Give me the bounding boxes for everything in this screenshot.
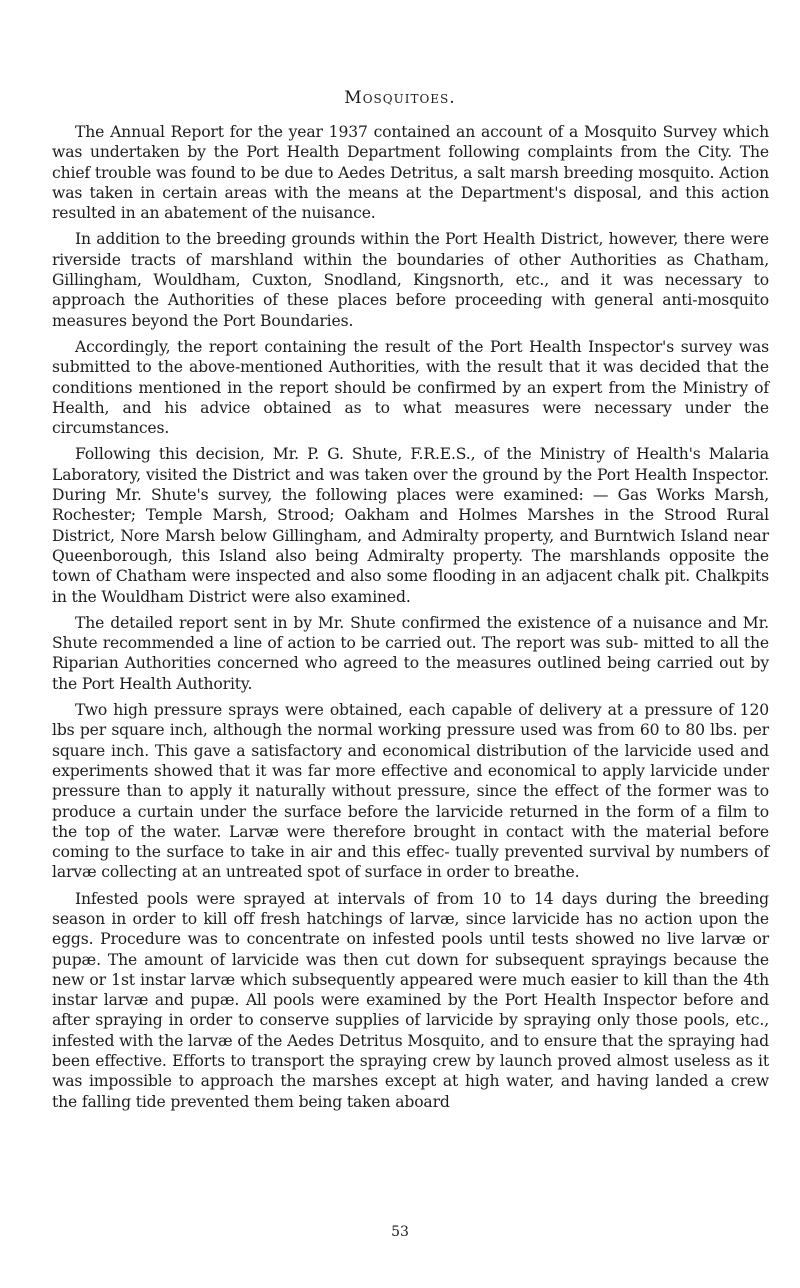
paragraph-3: Accordingly, the report containing the result of the Port Health Inspector's survey was submitted to the above-mentioned Authorities, with the result that it was decided that the conditions mentioned in the report should be confirmed by an expert from the Ministry of Health, and his advice obtained as to what measures were necessary under the circumstances. (52, 337, 769, 438)
paragraph-7: Infested pools were sprayed at intervals of from 10 to 14 days during the breeding season in order to kill off fresh hatchings of larvæ, since larvicide has no action upon the eggs. Procedure was to concentrate on infested pools until tests showed no live larvæ or pupæ. The amount of larvicide was then cut down for subsequent sprayings because the new or 1st instar larvæ which subsequently appeared were much easier to kill than the 4th instar larvæ and pupæ. All pools were examined by the Port Health Inspector before and after spraying in order to conserve supplies of larvicide by spraying only those pools, etc., infested with the larvæ of the Aedes Detritus Mosquito, and to ensure that the spraying had been effective. Efforts to transport the spraying crew by launch proved almost useless as it was impossible to approach the marshes except at high water, and having landed a crew the falling tide prevented them being taken aboard (52, 889, 769, 1111)
paragraph-1: The Annual Report for the year 1937 contained an account of a Mosquito Survey which was undertaken by the Port Health Department following complaints from the City. The chief trouble was found to be due to Aedes Detritus, a salt marsh breeding mosquito. Action was taken in certain areas with the means at the Department's disposal, and this action resulted in an abatement of the nuisance. (52, 123, 769, 223)
paragraph-5: The detailed report sent in by Mr. Shute confirmed the existence of a nuisance and Mr. Shute recommended a line of action to be carried out. The report was sub- mitted to all the Riparian Authorities concerned who agreed to the measures outlined being carried out by the Port Health Authority. (52, 613, 769, 693)
page-number: 53 (391, 1224, 409, 1240)
paragraph-2: In addition to the breeding grounds within the Port Health District, however, there were riverside tracts of marshland within the boundaries of other Authorities as Chatham, Gillingham, Wouldham, Cuxton, Snodland, Kingsnorth, etc., and it was necessary to approach the Authorities of these places before proceeding with general anti-mosquito measures beyond the Port Boundaries. (52, 230, 769, 330)
paragraph-4: Following this decision, Mr. P. G. Shute, F.R.E.S., of the Ministry of Health's Malaria Laboratory, visited the District and was taken over the ground by the Port Health Inspector. During Mr. Shute's survey, the following places were examined: — Gas Works Marsh, Rochester; Temple Marsh, Strood; Oakham and Holmes Marshes in the Strood Rural District, Nore Marsh below Gillingham, and Admiralty property, and Burntwich Island near Queenborough, this Island also being Admiralty property. The marshlands opposite the town of Chatham were inspected and also some flooding in an adjacent chalk pit. Chalkpits in the Wouldham District were also examined. (52, 445, 769, 606)
body-text (52, 122, 769, 1118)
paragraph-6: Two high pressure sprays were obtained, each capable of delivery at a pressure of 120 lbs per square inch, although the normal working pressure used was from 60 to 80 lbs. per square inch. This gave a satisfactory and economical distribution of the larvicide used and experiments showed that it was far more effective and economical to apply larvicide under pressure than to apply it naturally without pressure, since the effect of the former was to produce a curtain under the surface before the larvicide returned in the form of a film to the top of the water. Larvæ were therefore brought in contact with the material before coming to the surface to take in air and this effec- tually prevented survival by numbers of larvæ collecting at an untreated spot of surface in order to breathe. (52, 701, 769, 882)
page-title: Mosquitoes. (344, 88, 456, 108)
